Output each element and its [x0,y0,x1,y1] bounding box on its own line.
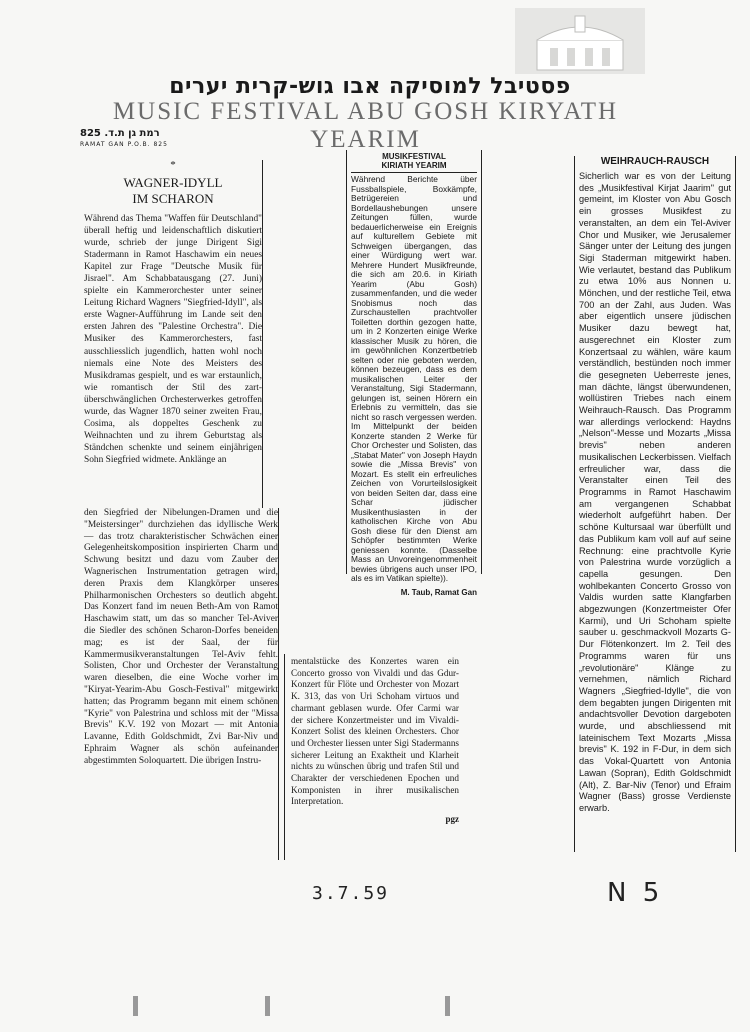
church-building-icon [515,8,645,74]
article-title [351,152,477,170]
article-text: Sicherlich war es von der Leitung des „Musikfestival Kirjat Jaarim" gut gemeint, im Kloster von Abu Gosch ein grosses Musikfest zu veranstalten, an dem ein Tel-Aviver Chor und Musiker, wie Jerusalemer Sänger unter der Leitung des jungen Sigi Staderman mitgewirkt haben. Wie verlautet, bestand das Publikum zu etwa 10% aus Nonnen u. Mönchen, und der restliche Teil, etwa 700 an der Zahl, aus Juden. Was aber eigentlich unsere jüdischen Musiker dazu bewegt hat, ausgerechnet ein Kloster zum Konzertsaal zu wählen, wäre kaum verständlich, bestünden noch immer die gesegneten Ueberreste jenes, man dächte, längst überwundenen, wollüstiren Triebes nach einem Weihrauch-Rausch. Das Programm war allerdings verlockend: Haydns „Nelson"-Messe und Mozarts „Missa brevis" neben anderen musikalischen Leckerbissen. Vielfach erfreulicher war, dass die Veranstalter einen Teil des Programms in Ramot Haschawim am vergangenen Schabbat wiederholt aufgeführt haben. Der schöne Kultursaal war überfüllt und das Publikum kam voll auf auf seine Rechnung: eine prachtvolle Kyrie von Palestrina wurde vorzüglich a capella gesungen. Den wohlbekanten Concerto Grosso von Valdis wurden satte Klangfarben abgezwungen (Konzertmeister Ofer Karmi), und Uri Schoham spielte sauber u. geschmackvoll Mozarts G-Dur Flötenkonzert. Im 2. Teil des Programms waren für uns „revolutionäre" Klänge zu vernehmen, nämlich Richard Wagners „Siegfried-Idylle", die von dem begabten jungen Dirigenten mit andachtsvoller Devotion dargeboten wurde, und abschliessend mit lateinischem Text Mozarts „Missa brevis" K. 192 in F-Dur, in dem sich das Vokal-Quartett von Antonia Lawan (Sopran), Edith Goldschmidt (Alt), Z. Bar-Niv (Tenor) und Efraim Wagner (Bass) grosse Verdienste erwarb. [579,171,732,813]
article-text-part3: mentalstücke des Konzertes waren ein Concerto grosso von Vivaldi und das Gdur-Konzert für Flöte und Orchester von Mozart K. 313, das von Uri Schoham virtuos und charmant geblasen wurde. Ofer Carmi war der sichere Konzertmeister und im Vivaldi-Konzert Solist des kleinen Orchesters. Chor und Orchester liessen unter Sigi Stadermanns sicherer Leitung an Exaktheit und Klarheit nichts zu wünschen übrig und trafen Stil und Charakter der verschiedenen Epochen und Komponisten in ihrer musikalischen Interpretation. [291,656,459,807]
article-wagner-idyll-end [284,654,463,860]
title-line-1: MUSIKFESTIVAL [382,152,446,161]
article-weihrauch-rausch [574,156,736,852]
festival-title-hebrew: פסטיבל למוסיקה אבו גוש-קרית יערים [169,74,571,99]
article-title [84,175,262,207]
title-line-2: IM SCHARON [132,191,214,206]
article-musikfestival [346,150,482,597]
handwritten-date: 3.7.59 [312,883,390,904]
title-line-2: KIRIATH YEARIM [381,161,447,170]
article-signature: M. Taub, Ramat Gan [400,587,477,597]
punch-mark [265,996,270,1016]
address-latin: RAMAT GAN P.O.B. 825 [80,141,168,148]
festival-title-latin: MUSIC FESTIVAL ABU GOSH KIRYATH YEARIM [112,98,619,153]
article-text-part1: Während das Thema "Waffen für Deutschland" überall heftig und leidenschaftlich diskutiert wurde, schrieb der junge Dirigent Sigi Stadermann in Ramot Haschawim ein neues Kapitel zur Frage "Deutsche Musik für Jisrael". Am Schabbatausgang (27. Juni) spielte ein Kammerorchester unter seiner Leitung Richard Wagners "Siegfried-Idyll", als erste Wagner-Aufführung im Lande seit den ersten Jahren des "Palestine Orchestra". Die Musiker des Kammerorchesters, fast ausschliesslich jugendlich, hatten wohl noch niemals eine Note des Meisters des Musikdramas gespielt, und es war erstaunlich, wie romantisch der Stil des zart-überschwänglichen Orchesterwerkes getroffen wurde, das Wagner 1870 seiner zweiten Frau, Cosima, als doppeltes Geschenk zu Weihnachten und zu ihrem Geburtstag als Ständchen schenkte und seinem einjährigen Sohn Siegfried widmete. Anklänge an [84,214,262,465]
article-wagner-idyll-continued [80,508,279,860]
article-text-part2: den Siegfried der Nibelungen-Dramen und die "Meistersinger" durchziehen das idyllische Werk — das trotz charakteristischer Schwächen einer Gelegenheitskomposition inspirierten Charm und Schwung besitzt und dazu vom Zauber der Wagnerischen Instrumentation getragen wird, deren Praxis dem Klangkörper unseres Philharmonischen Orchesters so deutlich abgeht. Das Konzert fand im neuen Beth-Am von Ramot Haschawim statt, um das so mancher Tel-Aviver die Siedler des schönen Scharon-Dorfes beneiden mag; es ist der Saal, der für Kammermusikveranstaltungen Tel-Aviv fehlt. Solisten, Chor und Orchester der Veranstaltung waren dieselben, die eine Woche vorher im "Kiryat-Yearim-Abu Gosch-Festival" mitgewirkt hatten; das Programm begann mit einem schönen "Kyrie" von Palestrina und schloss mit der "Missa Brevis" K.V. 192 von Mozart — mit Antonia Lavanne, Edith Goldschmidt, Zvi Bar-Niv und Ephraim Wagner als schön aufeinander abgestimmten Soloquartett. Die übrigen Instru- [84,508,278,766]
article-title: WEIHRAUCH-RAUSCH [600,156,710,167]
article-text: Während Berichte über Fussballspiele, Boxkämpfe, Betrügereien und Bordellaushebungen unsere Zeitungen füllen, wurde bedauerlicherweise ein Ereignis auf kulturellem Gebiete mit Schweigen übergangen, das einer Würdigung wert war. Mehrere Hundert Musikfreunde, die sich am 20.6. in Kiriath Yearim (Abu Gosh) zusammenfanden, und die weder Snobismus noch das Zurschaustellen prachtvoller Toiletten dorthin gezogen hatte, um in 2 Konzerten einige Werke klassischer Musik zu hören, die im gewöhnlichen Konzertbetrieb selten oder nie geboten werden, können bezeugen, dass es dem musikalischen Leiter der Veranstaltung, Sigi Stadermann, gelungen ist, seinen Hörern ein Erlebnis zu vermitteln, das sie nicht so rasch vergessen werden. Im Mittelpunkt der beiden Konzerte standen 2 Werke für Chor Orchester und Solisten, das „Stabat Mater" von Joseph Haydn sowie die „Missa Brevis" von Mozart. Es stellt ein erfreuliches Zeichen von Vorurteilslosigkeit von beiden Seiten dar, dass eine Schar jüdischer Musikenthusiasten in der katholischen Kirche von Abu Gosh diese für den Dienst am Schöpfer bestimmten Werke geniessen konnte. (Dasselbe Mass an Unvoreingenommenheit bewies übrigens auch unser IPO, als es im Vatikan spielte)). [351,174,477,583]
address-hebrew: רמת גן ת.ד. 825 [80,128,160,139]
title-line-1: WAGNER-IDYLL [123,175,223,190]
article-star: * [170,159,176,171]
article-signature: pgz [445,814,459,825]
festival-logo [515,8,645,74]
punch-mark [445,996,450,1016]
title-divider [351,172,477,173]
article-wagner-idyll [80,160,263,508]
punch-mark [133,996,138,1016]
handwritten-number: N 5 [607,878,664,908]
